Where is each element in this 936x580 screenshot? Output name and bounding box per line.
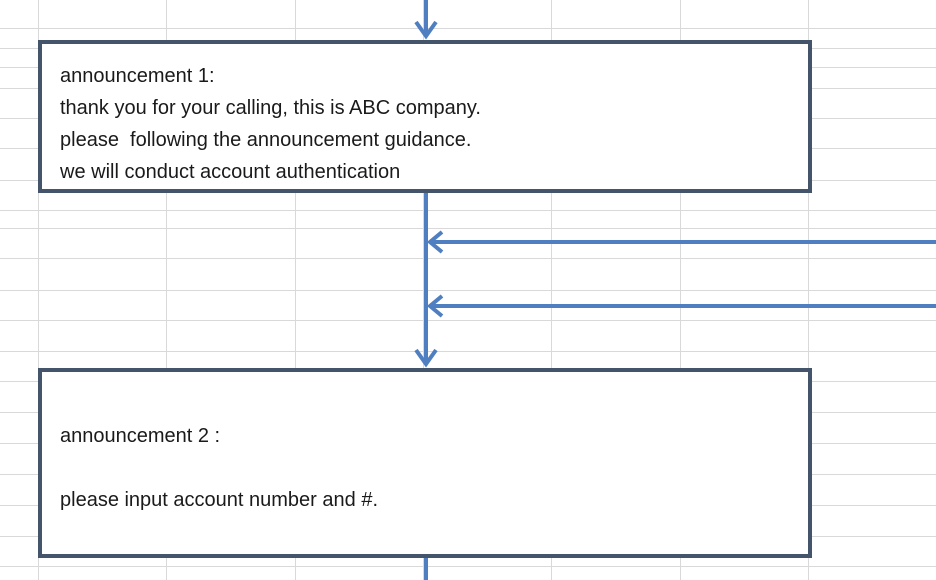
announcement-2-spacer bbox=[60, 452, 808, 484]
announcement-2-line-input: please input account number and #. bbox=[60, 489, 378, 511]
announcement-2-box bbox=[38, 368, 812, 558]
announcement-1-line-authentication: we will conduct account authentication bbox=[60, 161, 401, 183]
announcement-1-line-greeting: thank you for your calling, this is ABC company. bbox=[60, 97, 481, 119]
announcement-1-title: announcement 1: bbox=[60, 65, 215, 87]
announcement-1-box bbox=[38, 40, 812, 193]
announcement-1-line-guidance: please following the announcement guidance. bbox=[60, 129, 472, 151]
announcement-2-title: announcement 2 : bbox=[60, 425, 221, 447]
